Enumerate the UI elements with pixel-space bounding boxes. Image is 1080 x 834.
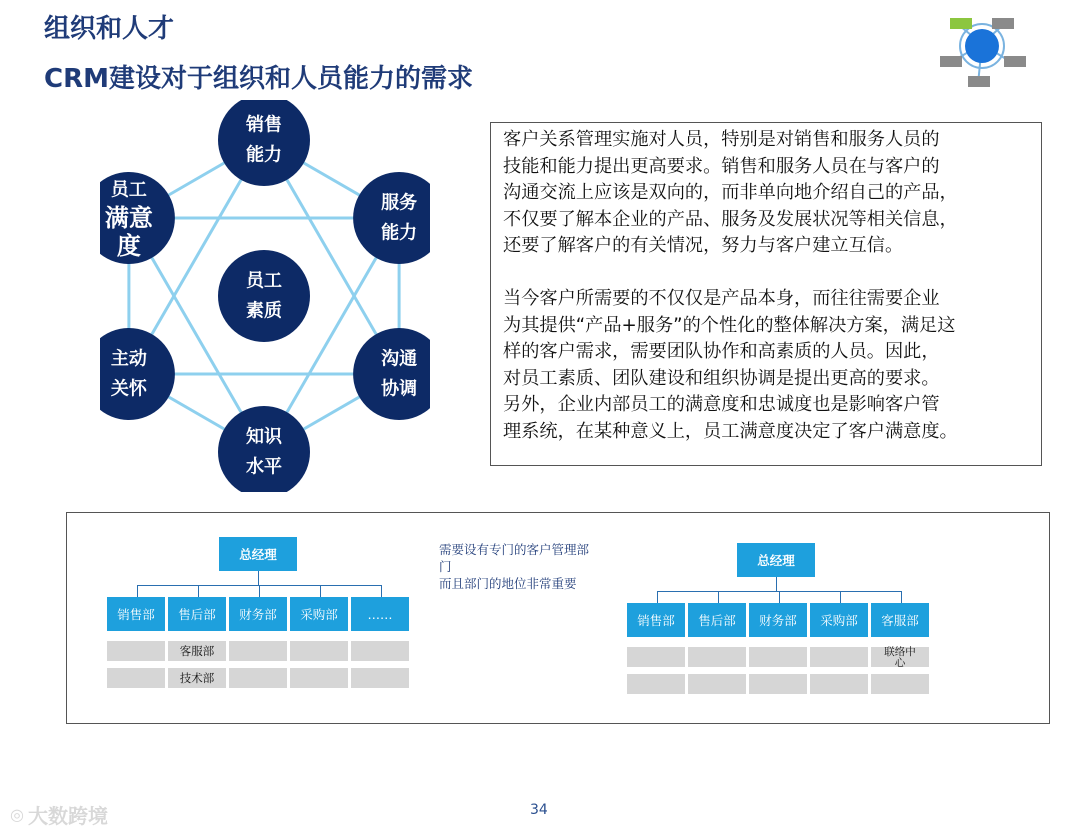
wheel-node-0 (218, 100, 310, 186)
left-grey-cell (351, 641, 409, 661)
org-chart-panel (66, 512, 1050, 724)
org-note: 需要设有专门的客户管理部 门 而且部门的地位非常重要 (439, 542, 590, 591)
right-sub-contact-center: 联络中 心 (871, 647, 929, 667)
wheel-node-4 (100, 328, 175, 420)
competency-wheel-diagram (100, 100, 430, 492)
wheel-node-2 (353, 328, 430, 420)
connector (259, 585, 260, 597)
watermark-logo-icon: ◎ (10, 805, 24, 824)
connector (381, 585, 382, 597)
left-grey-cell (107, 641, 165, 661)
wheel-node-4-label: 主动 (110, 348, 147, 370)
wheel-center-node (218, 250, 310, 342)
right-grey-cell (749, 674, 807, 694)
wheel-node-5 (100, 172, 175, 264)
right-grey-cell (749, 647, 807, 667)
connector (198, 585, 199, 597)
wheel-center-node-circle (218, 250, 310, 342)
connector (718, 591, 719, 603)
wheel-nodes (100, 100, 430, 492)
connector (657, 591, 658, 603)
page-subtitle: CRM建设对于组织和人员能力的需求 (44, 64, 473, 94)
wheel-node-1-label: 服务 (381, 192, 418, 214)
wheel-node-5-label: 度 (116, 232, 141, 260)
connector (779, 591, 780, 603)
wheel-node-2-label: 沟通 (381, 348, 418, 370)
wheel-node-3-label: 水平 (246, 456, 282, 478)
watermark (10, 800, 108, 829)
right-dept-sales: 销售部 (627, 603, 685, 637)
wheel-node-3-label: 知识 (246, 426, 282, 448)
wheel-node-5-label: 员工 (110, 179, 147, 201)
wheel-node-0-circle (218, 100, 310, 186)
wheel-node-5-label: 满意 (104, 204, 153, 232)
right-grey-cell (627, 674, 685, 694)
wheel-node-0-label: 能力 (246, 144, 282, 166)
wheel-node-1-circle (353, 172, 430, 264)
right-grey-cell (688, 674, 746, 694)
connector (137, 585, 138, 597)
wheel-node-0-label: 销售 (246, 114, 282, 136)
wheel-node-1-label: 能力 (381, 222, 418, 244)
left-root-box: 总经理 (219, 537, 297, 571)
connector (840, 591, 841, 603)
right-dept-purchasing: 采购部 (810, 603, 868, 637)
page-number: 34 (530, 802, 548, 818)
left-dept-sales: 销售部 (107, 597, 165, 631)
wheel-node-3-circle (218, 406, 310, 492)
watermark-text: 大数跨境 (27, 804, 108, 828)
description-paragraph-2: 当今客户所需要的不仅仅是产品本身，而往往需要企业 为其提供“产品+服务”的个性化的整体解决方案，满足这 样的客户需求，需要团队协作和高素质的人员。因此， 对员工素质、团队建设和组织协调是提出更高的要求。 另外，企业内部员工的满意度和忠诚度也是影响客户管 理系统，在某种意义上，员工满意度决定了客户满意度。 (503, 287, 958, 442)
connector (776, 577, 777, 591)
right-dept-aftersales: 售后部 (688, 603, 746, 637)
left-sub-customer-service: 客服部 (168, 641, 226, 661)
left-grey-cell (107, 668, 165, 688)
connector (320, 585, 321, 597)
left-dept-more: …… (351, 597, 409, 631)
connector (901, 591, 902, 603)
left-sub-tech: 技术部 (168, 668, 226, 688)
description-paragraph-1: 客户关系管理实施对人员，特别是对销售和服务人员的 技能和能力提出更高要求。销售和服务人员在与客户的 沟通交流上应该是双向的，而非单向地介绍自己的产品， 不仅要了解本企业的产品、服务及发展状况等相关信息， 还要了解客户的有关情况，努力与客户建立互信。 (503, 129, 958, 257)
wheel-node-4-circle (100, 328, 175, 420)
left-dept-purchasing: 采购部 (290, 597, 348, 631)
left-grey-cell (229, 668, 287, 688)
company-logo (938, 14, 1028, 92)
right-grey-cell (810, 647, 868, 667)
right-grey-cell (688, 647, 746, 667)
right-root-box: 总经理 (737, 543, 815, 577)
left-grey-cell (290, 668, 348, 688)
wheel-center-node-label: 素质 (246, 300, 282, 322)
right-grey-cell (871, 674, 929, 694)
left-grey-cell (351, 668, 409, 688)
right-dept-customer-service: 客服部 (871, 603, 929, 637)
wheel-node-1 (353, 172, 430, 264)
wheel-center-node-label: 员工 (246, 270, 282, 292)
wheel-node-4-label: 关怀 (110, 378, 147, 400)
left-dept-aftersales: 售后部 (168, 597, 226, 631)
left-grey-cell (229, 641, 287, 661)
wheel-node-3 (218, 406, 310, 492)
right-grey-cell (627, 647, 685, 667)
connector (258, 571, 259, 585)
right-grey-cell (810, 674, 868, 694)
description-textbox (490, 122, 1042, 466)
wheel-node-2-label: 协调 (381, 378, 418, 400)
left-grey-cell (290, 641, 348, 661)
left-dept-finance: 财务部 (229, 597, 287, 631)
wheel-node-2-circle (353, 328, 430, 420)
right-dept-finance: 财务部 (749, 603, 807, 637)
page-title: 组织和人才 (44, 14, 175, 44)
